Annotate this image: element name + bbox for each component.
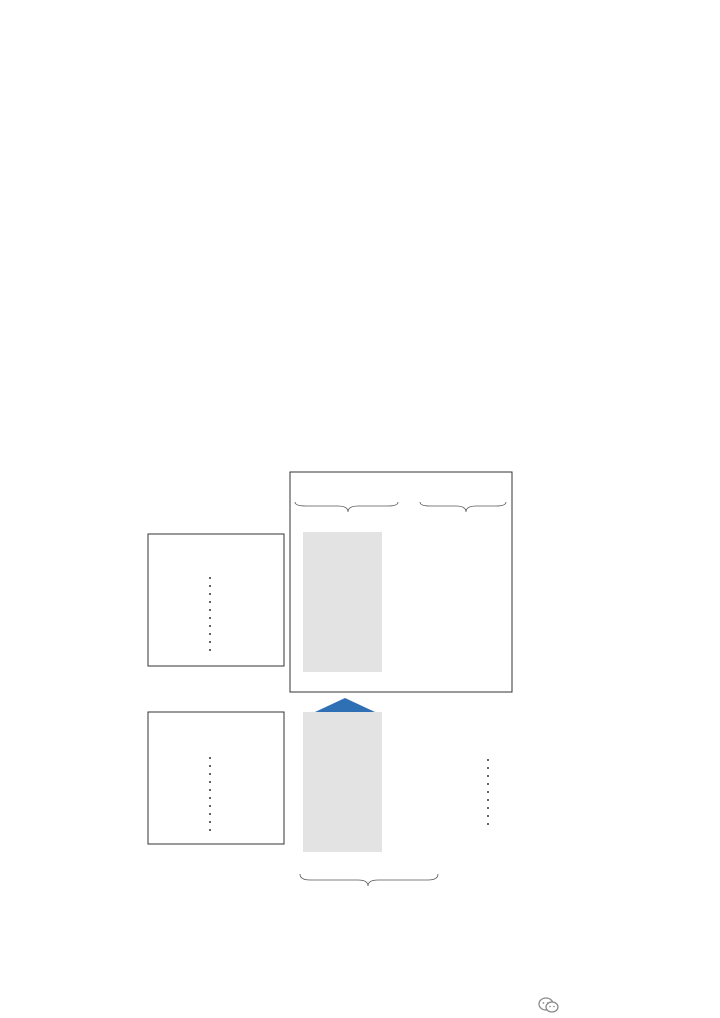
wechat-icon xyxy=(538,996,560,1014)
shaded-region-top xyxy=(303,532,382,672)
training-model-figure xyxy=(120,450,600,905)
shaded-region-bottom xyxy=(303,712,382,852)
first-network-bracket xyxy=(295,502,398,512)
ellipsis-dots-bottom xyxy=(209,757,211,831)
transfer-arrow xyxy=(315,698,375,712)
ellipsis-dots-top xyxy=(209,577,211,651)
input-data-box-top xyxy=(148,534,284,666)
second-network-bracket xyxy=(420,502,506,512)
ellipsis-dots-output xyxy=(487,759,489,825)
input-data-box-bottom xyxy=(148,712,284,844)
watermark xyxy=(538,996,566,1014)
bottom-bracket xyxy=(300,874,438,886)
